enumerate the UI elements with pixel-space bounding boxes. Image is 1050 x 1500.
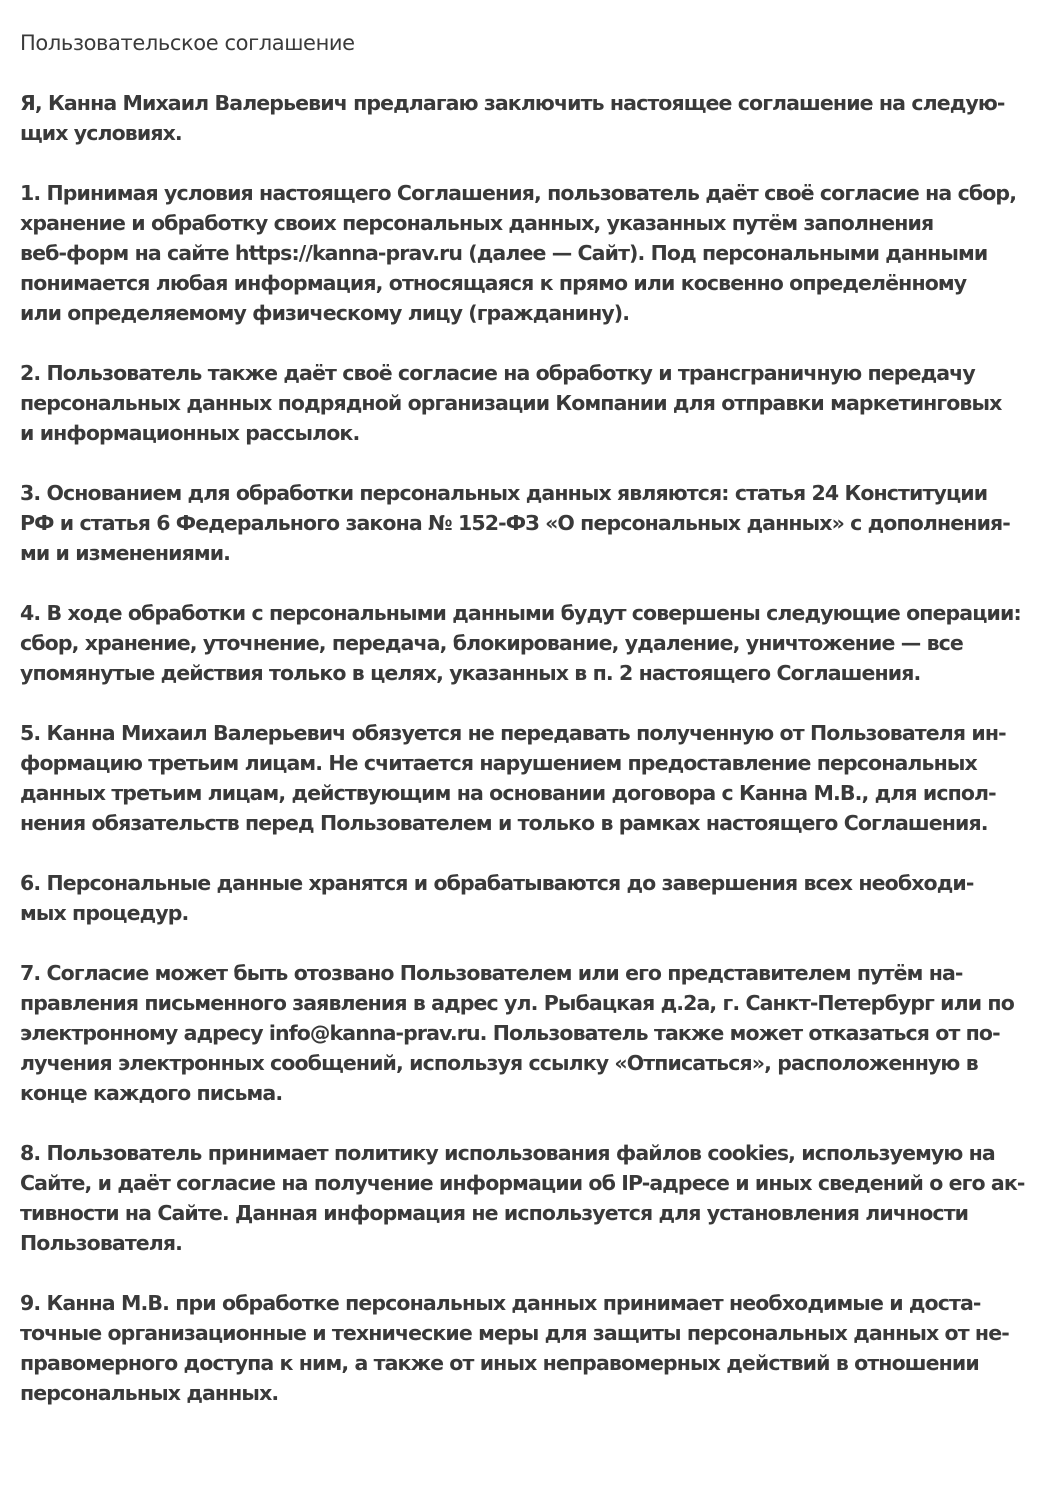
agreement-paragraph-4 <box>20 598 1020 688</box>
paragraph-line: щих условиях. <box>20 121 182 145</box>
paragraph-line: 6. Персональные данные хранятся и обрабатываются до завершения всех необходи- <box>20 871 974 895</box>
paragraph-line: ми и изменениями. <box>20 541 231 565</box>
paragraph-line: тивности на Сайте. Данная информация не используется для установления личности <box>20 1201 969 1225</box>
paragraph-line: 2. Пользователь также даёт своё согласие на обработку и трансграничную передачу <box>20 361 975 385</box>
paragraph-line: понимается любая информация, относящаяся к прямо или косвенно определённому <box>20 271 967 295</box>
paragraph-line: конце каждого письма. <box>20 1081 283 1105</box>
document-title: Пользовательское соглашение <box>20 31 355 55</box>
paragraph-line: веб-форм на сайте https://kanna-prav.ru (далее — Сайт). Под персональными данными <box>20 241 988 265</box>
agreement-paragraph-2 <box>20 358 1020 448</box>
paragraph-line: упомянутые действия только в целях, указанных в п. 2 настоящего Соглашения. <box>20 661 921 685</box>
paragraph-line: правомерного доступа к ним, а также от иных неправомерных действий в отношении <box>20 1351 979 1375</box>
paragraph-line: 1. Принимая условия настоящего Соглашения, пользователь даёт своё согласие на сбор, <box>20 181 1017 205</box>
paragraph-line: персональных данных подрядной организации Компании для отправки маркетинговых <box>20 391 1002 415</box>
paragraph-line: 3. Основанием для обработки персональных данных являются: статья 24 Конституции <box>20 481 988 505</box>
agreement-paragraph-1 <box>20 178 1020 328</box>
paragraph-line: хранение и обработку своих персональных данных, указанных путём заполнения <box>20 211 934 235</box>
paragraph-line: и информационных рассылок. <box>20 421 360 445</box>
paragraph-line: или определяемому физическому лицу (гражданину). <box>20 301 630 325</box>
paragraph-line: Я, Канна Михаил Валерьевич предлагаю заключить настоящее соглашение на следую- <box>20 91 1005 115</box>
paragraph-line: Пользователя. <box>20 1231 183 1255</box>
paragraph-line: 8. Пользователь принимает политику использования файлов cookies, используемую на <box>20 1141 995 1165</box>
agreement-paragraph-0 <box>20 88 1020 148</box>
agreement-paragraph-9 <box>20 1288 1020 1408</box>
paragraph-line: мых процедур. <box>20 901 189 925</box>
agreement-paragraph-3 <box>20 478 1020 568</box>
agreement-paragraph-8 <box>20 1138 1025 1258</box>
paragraph-line: 7. Согласие может быть отозвано Пользователем или его представителем путём на- <box>20 961 963 985</box>
agreement-paragraph-6 <box>20 868 1020 928</box>
agreement-paragraph-7 <box>20 958 1020 1108</box>
paragraph-line: электронному адресу info@kanna-prav.ru. Пользователь также может отказаться от по- <box>20 1021 1000 1045</box>
paragraph-line: Сайте, и даёт согласие на получение информации об IP-адресе и иных сведений о его ак- <box>20 1171 1025 1195</box>
agreement-body <box>20 88 1025 1408</box>
agreement-paragraph-5 <box>20 718 1020 838</box>
paragraph-line: 5. Канна Михаил Валерьевич обязуется не передавать полученную от Пользователя ин- <box>20 721 1006 745</box>
paragraph-line: нения обязательств перед Пользователем и только в рамках настоящего Соглашения. <box>20 811 988 835</box>
paragraph-line: 4. В ходе обработки с персональными данными будут совершены следующие операции: <box>20 601 1021 625</box>
paragraph-line: персональных данных. <box>20 1381 279 1405</box>
paragraph-line: лучения электронных сообщений, используя ссылку «Отписаться», расположенную в <box>20 1051 978 1075</box>
paragraph-line: точные организационные и технические меры для защиты персональных данных от не- <box>20 1321 1009 1345</box>
paragraph-line: данных третьим лицам, действующим на основании договора с Канна М.В., для испол- <box>20 781 996 805</box>
paragraph-line: правления письменного заявления в адрес ул. Рыбацкая д.2а, г. Санкт-Петербург или по <box>20 991 1014 1015</box>
paragraph-line: 9. Канна М.В. при обработке персональных данных принимает необходимые и доста- <box>20 1291 981 1315</box>
paragraph-line: РФ и статья 6 Федерального закона № 152-ФЗ «О персональных данных» с дополнения- <box>20 511 1010 535</box>
paragraph-line: формацию третьим лицам. Не считается нарушением предоставление персональных <box>20 751 977 775</box>
agreement-document <box>20 28 1025 1438</box>
paragraph-line: сбор, хранение, уточнение, передача, блокирование, удаление, уничтожение — все <box>20 631 963 655</box>
